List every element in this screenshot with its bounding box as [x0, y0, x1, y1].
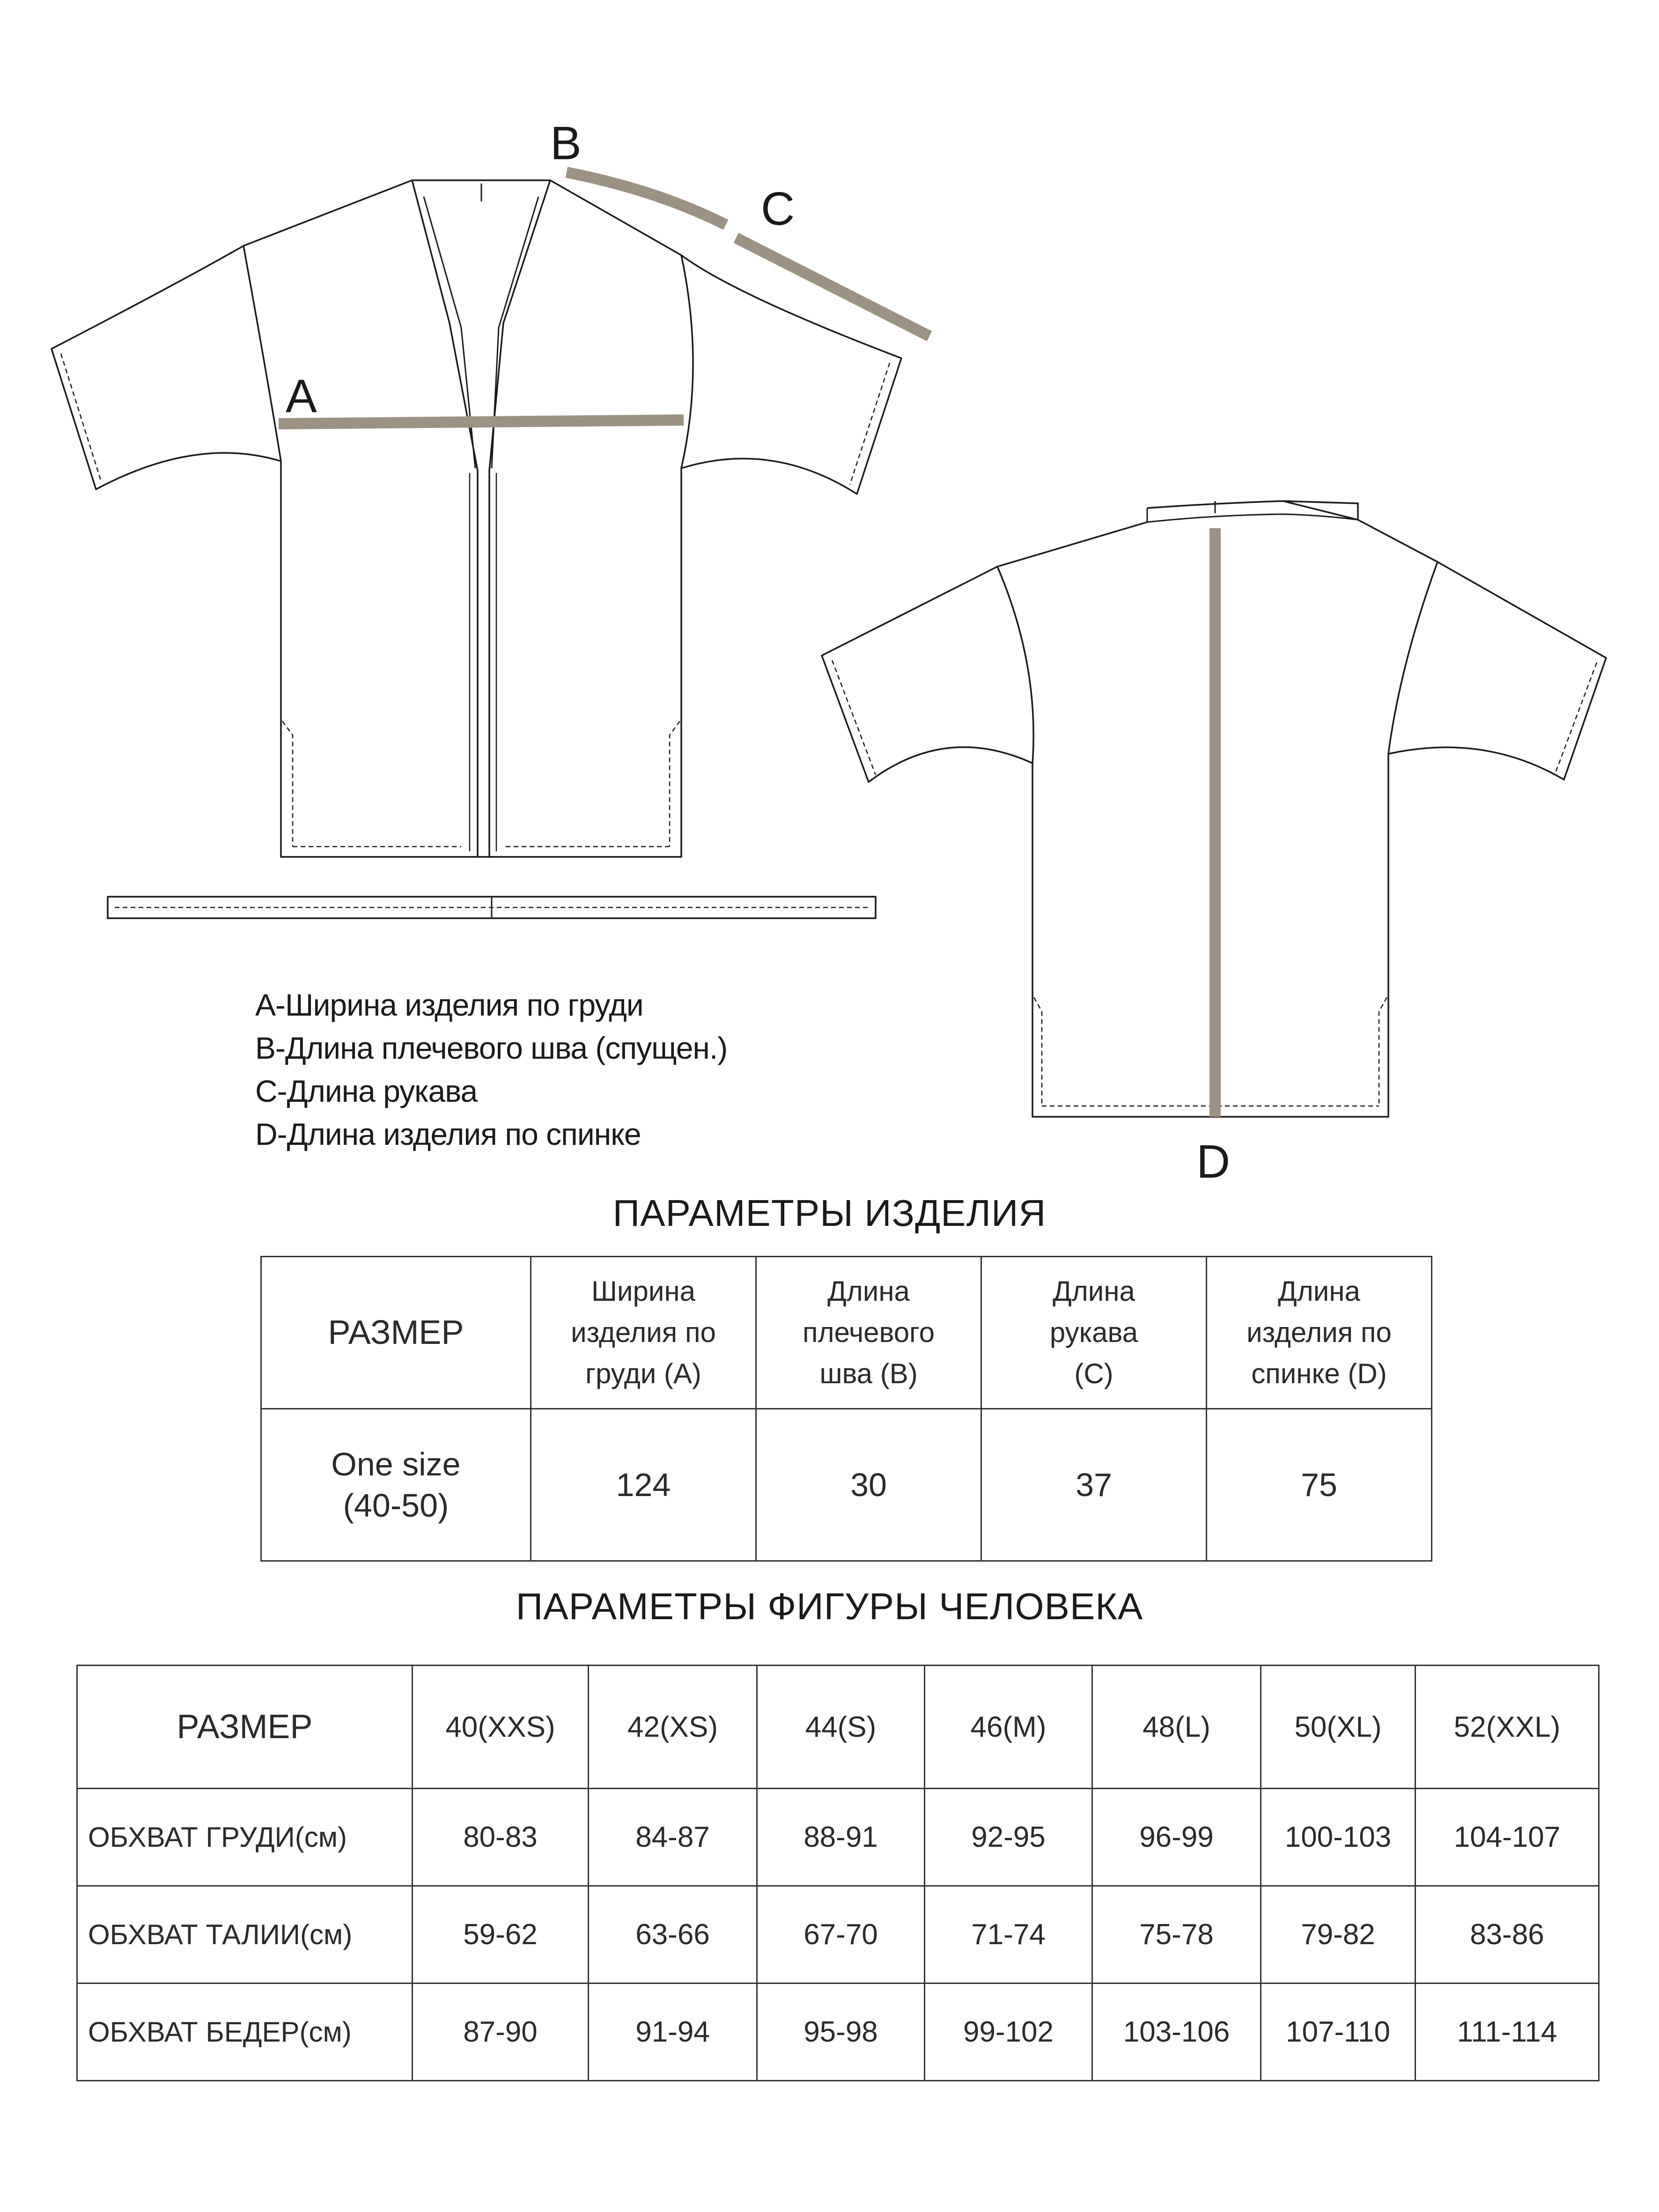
product-params-table	[260, 1256, 1432, 1562]
column-header-shoulder-length: Длина плечевого шва (B)	[756, 1257, 981, 1409]
table-cell: 104-107	[1416, 1789, 1599, 1886]
legend-item-d: D-Длина изделия по спинке	[255, 1117, 641, 1151]
table-cell: 111-114	[1416, 1983, 1599, 2081]
size-column-header: 42(XS)	[589, 1666, 757, 1789]
table-row	[77, 1886, 1599, 1983]
table-cell: 87-90	[413, 1983, 589, 2081]
legend-item-b: B-Длина плечевого шва (спущен.)	[255, 1031, 728, 1065]
belt	[108, 897, 876, 918]
table-row	[261, 1409, 1432, 1561]
table-cell: 67-70	[757, 1886, 925, 1983]
size-column-header: 44(S)	[757, 1666, 925, 1789]
table-cell: 83-86	[1416, 1886, 1599, 1983]
figure-params-table	[76, 1665, 1600, 2081]
value-chest-width: 124	[531, 1409, 756, 1561]
table-cell: 95-98	[757, 1983, 925, 2081]
value-back-length: 75	[1207, 1409, 1432, 1561]
size-column-header: 46(M)	[925, 1666, 1092, 1789]
measure-line-b	[567, 172, 726, 225]
figure-params-title: ПАРАМЕТРЫ ФИГУРЫ ЧЕЛОВЕКА	[516, 1585, 1143, 1627]
table-cell: 107-110	[1261, 1983, 1416, 2081]
product-params-title: ПАРАМЕТРЫ ИЗДЕЛИЯ	[612, 1192, 1047, 1234]
column-header-sleeve-length: Длина рукава (C)	[981, 1257, 1207, 1409]
front-view	[52, 180, 901, 857]
table-cell: 88-91	[757, 1789, 925, 1886]
table-cell: 80-83	[413, 1789, 589, 1886]
table-cell: 103-106	[1092, 1983, 1261, 2081]
table-cell: 91-94	[589, 1983, 757, 2081]
table-cell: 59-62	[413, 1886, 589, 1983]
row-label: ОБХВАТ ТАЛИИ(см)	[77, 1886, 413, 1983]
label-d: D	[1196, 1135, 1231, 1188]
legend-item-a: A-Ширина изделия по груди	[255, 988, 643, 1022]
table-cell: 92-95	[925, 1789, 1092, 1886]
table-cell: 71-74	[925, 1886, 1092, 1983]
size-column-header: 50(XL)	[1261, 1666, 1416, 1789]
size-value: One size (40-50)	[261, 1409, 531, 1561]
table-cell: 100-103	[1261, 1789, 1416, 1886]
measure-line-c	[736, 238, 929, 336]
size-column-header: 40(XXS)	[413, 1666, 589, 1789]
column-header-back-length: Длина изделия по спинке (D)	[1207, 1257, 1432, 1409]
table-row	[77, 1789, 1599, 1886]
table-cell: 99-102	[925, 1983, 1092, 2081]
measure-line-a	[279, 420, 684, 424]
table-cell: 75-78	[1092, 1886, 1261, 1983]
size-column-header: 52(XXL)	[1416, 1666, 1599, 1789]
table-header-row	[261, 1257, 1432, 1409]
table-cell: 79-82	[1261, 1886, 1416, 1983]
table-cell: 84-87	[589, 1789, 757, 1886]
legend-item-c: C-Длина рукава	[255, 1074, 478, 1108]
table-header-row	[77, 1666, 1599, 1789]
label-a: A	[286, 370, 317, 422]
table-cell: 96-99	[1092, 1789, 1261, 1886]
table-cell: 63-66	[589, 1886, 757, 1983]
label-b: B	[550, 117, 582, 170]
row-label: ОБХВАТ ГРУДИ(см)	[77, 1789, 413, 1886]
size-header: РАЗМЕР	[261, 1257, 531, 1409]
size-column-header: 48(L)	[1092, 1666, 1261, 1789]
size-header: РАЗМЕР	[77, 1666, 413, 1789]
measurement-legend	[255, 983, 727, 1156]
table-row	[77, 1983, 1599, 2081]
label-c: C	[761, 183, 795, 235]
row-label: ОБХВАТ БЕДЕР(см)	[77, 1983, 413, 2081]
value-sleeve-length: 37	[981, 1409, 1207, 1561]
column-header-chest-width: Ширина изделия по груди (A)	[531, 1257, 756, 1409]
value-shoulder-length: 30	[756, 1409, 981, 1561]
